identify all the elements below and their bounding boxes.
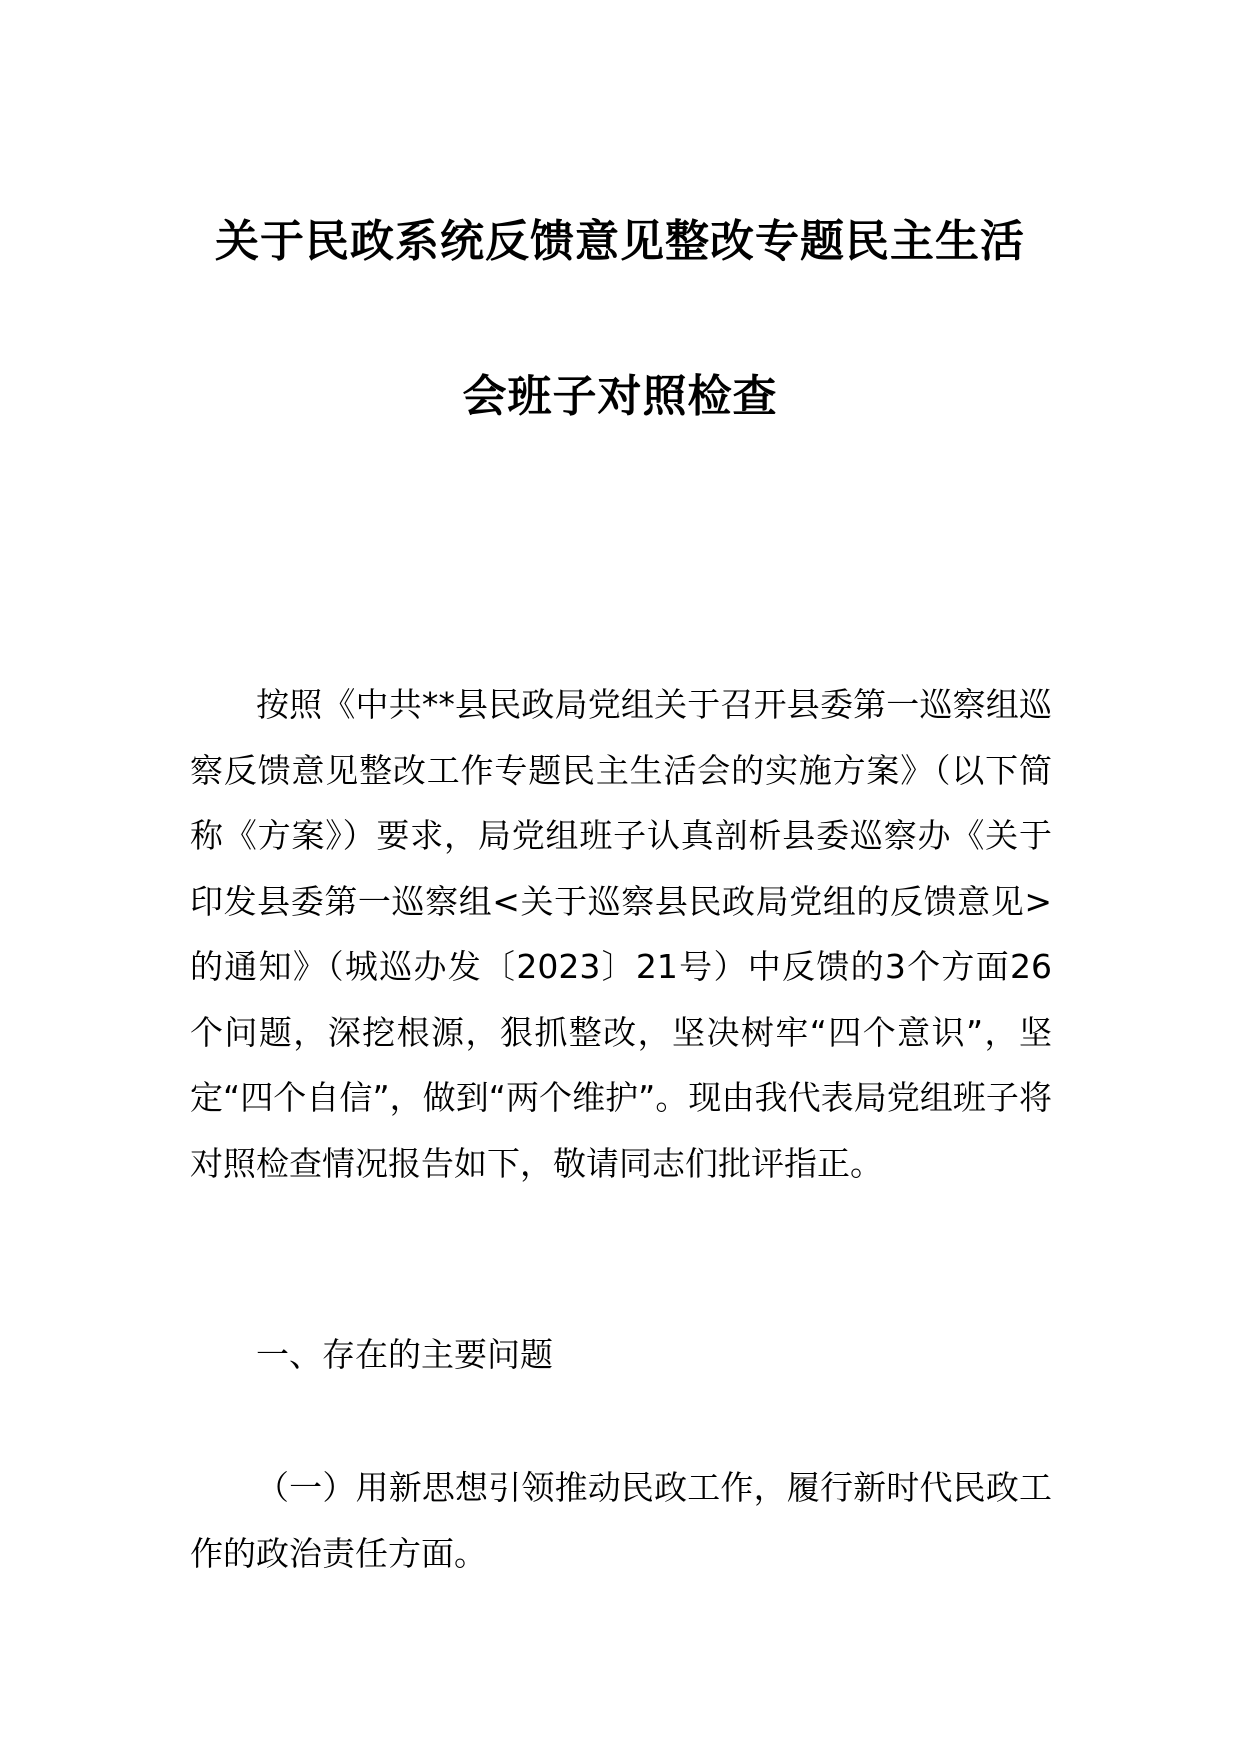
document-title-line-2: 会班子对照检查 (462, 371, 778, 422)
section-heading: 一、存在的主要问题 (256, 1335, 553, 1374)
intro-paragraph: 按照《中共**县民政局党组关于召开县委第一巡察组巡察反馈意见整改工作专题民主生活会的实施方案》（以下简称《方案》）要求，局党组班子认真剖析县委巡察办《关于印发县委第一巡察组<关于巡察县民政局党组的反馈意见>的通知》（城巡办发〔2023〕21号）中反馈的3个方面26个问题，深挖根源，狠抓整改，坚决树牢“四个意识”，坚定“四个自信”，做到“两个维护”。现由我代表局党组班子将对照检查情况报告如下，敬请同志们批评指正。 (190, 685, 1052, 1183)
subsection-paragraph: （一）用新思想引领推动民政工作，履行新时代民政工作的政治责任方面。 (190, 1468, 1052, 1573)
document-title-line-1: 关于民政系统反馈意见整改专题民主生活 (215, 216, 1025, 267)
